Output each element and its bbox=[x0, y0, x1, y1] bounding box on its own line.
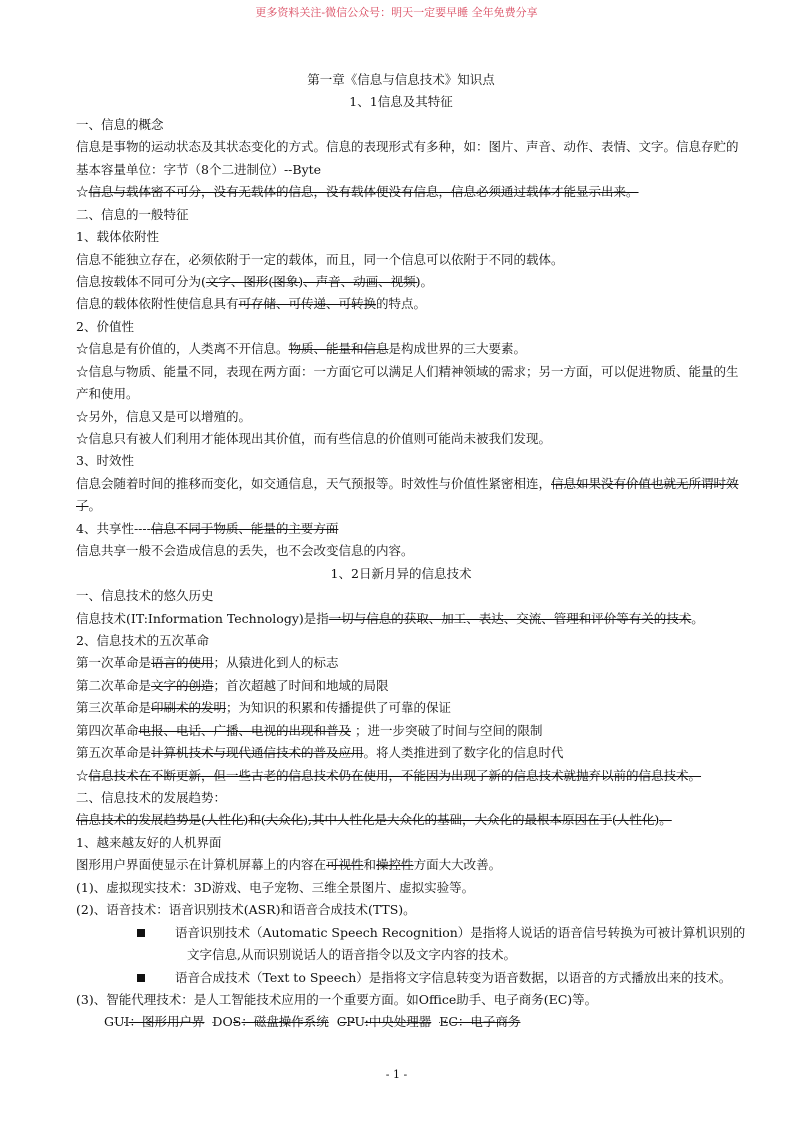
text-line bbox=[76, 114, 726, 136]
text-segment: 1、载体依附性 bbox=[76, 229, 159, 245]
text-segment bbox=[329, 1014, 337, 1029]
text-segment: 信息不能独立存在，必须依附于一定的载体，而且，同一个信息可以依附于不同的载体。 bbox=[76, 251, 564, 267]
text-segment: 产和使用。 bbox=[76, 386, 139, 402]
underlined-text: GUI：图形用户界 bbox=[104, 1014, 205, 1030]
text-segment: 语音合成技术（Text to Speech）是指将文字信息转变为语音数据，以语音的方式播放出来的技术。 bbox=[175, 969, 732, 985]
text-segment: 2、信息技术的五次革命 bbox=[76, 632, 209, 648]
underlined-text: 可存储、可传递、可转换 bbox=[238, 296, 377, 312]
text-segment: (2)、语音技术：语音识别技术(ASR)和语音合成技术(TTS)。 bbox=[76, 902, 416, 918]
text-segment: 信息共享一般不会造成信息的丢失，也不会改变信息的内容。 bbox=[76, 543, 414, 559]
text-segment: 方面大大改善。 bbox=[413, 857, 502, 873]
underlined-text: CPU:中央处理器 bbox=[336, 1014, 432, 1030]
text-segment: ；从猿进化到人的标志 bbox=[213, 655, 339, 671]
underlined-text: EC：电子商务 bbox=[439, 1014, 521, 1030]
text-line bbox=[76, 585, 726, 607]
text-line bbox=[76, 226, 726, 248]
underlined-text: 信息与载体密不可分，没有无载体的信息，没有载体便没有信息，信息必须通过载体才能显示出来。 bbox=[88, 184, 639, 200]
text-line bbox=[76, 742, 726, 764]
underlined-text: 信息如果没有价值也就无所谓时效 bbox=[551, 475, 739, 491]
text-segment: 语音识别技术（Automatic Speech Recognition）是指将人说话的语音信号转换为可被计算机识别的 bbox=[175, 924, 746, 940]
underlined-text: 了 bbox=[76, 498, 89, 514]
text-line bbox=[76, 316, 726, 338]
text-segment: 信息是事物的运动状态及其状态变化的方式。信息的表现形式有多种，如：图片、声音、动作、表情、文字。信息存贮的 bbox=[76, 139, 739, 155]
text-segment: ；为知识的积累和传播提供了可靠的保证 bbox=[226, 700, 452, 716]
text-line bbox=[76, 181, 726, 203]
text-segment: 3、时效性 bbox=[76, 453, 134, 469]
text-line bbox=[76, 652, 726, 674]
text-segment: 二、信息的一般特征 bbox=[76, 206, 189, 222]
text-line bbox=[76, 159, 726, 181]
text-segment: ；进一步突破了时间与空间的限制 bbox=[351, 722, 543, 738]
text-line bbox=[76, 608, 726, 630]
text-segment: 基本容量单位：字节（8个二进制位）--Byte bbox=[76, 161, 322, 177]
underlined-text: 印刷术的发明 bbox=[151, 700, 227, 716]
text-segment: 1、1信息及其特征 bbox=[349, 94, 453, 110]
text-line bbox=[76, 383, 726, 405]
text-line bbox=[76, 249, 726, 271]
text-segment: 第一次革命是 bbox=[76, 655, 152, 671]
text-segment: 4、共享性---- bbox=[76, 520, 151, 536]
text-line bbox=[76, 1011, 726, 1033]
text-segment: ☆信息是有价值的，人类离不开信息。 bbox=[76, 341, 289, 357]
text-line bbox=[76, 136, 739, 158]
underlined-text: 信息技术的发展趋势是(人性化)和(大众化),其中人性化是大众化的基础，大众化的最根本原因在于(人性化)。 bbox=[76, 812, 672, 828]
text-segment: 是构成世界的三大要素。 bbox=[388, 341, 527, 357]
text-segment: 信息按载体不同可分为( bbox=[76, 273, 206, 289]
text-segment: 第一章《信息与信息技术》知识点 bbox=[307, 72, 495, 87]
text-segment: 信息技术(IT:Information Technology)是指 bbox=[76, 610, 329, 626]
text-line bbox=[76, 518, 726, 540]
underlined-text: 一切与信息的获取、加工、表达、交流、管理和评价等有关的技术 bbox=[328, 610, 692, 626]
underlined-text: 物质、能量和信息 bbox=[288, 341, 389, 357]
text-line bbox=[76, 338, 726, 360]
underlined-text: 操控性 bbox=[376, 857, 414, 873]
section-heading bbox=[76, 69, 726, 91]
text-line bbox=[76, 787, 726, 809]
text-line bbox=[76, 765, 726, 787]
text-line bbox=[76, 854, 726, 876]
document-body bbox=[76, 69, 746, 1034]
text-line bbox=[76, 989, 726, 1011]
underlined-text: 信息不同于物质、能量的主要方面 bbox=[150, 520, 339, 536]
text-segment: 一、信息的概念 bbox=[76, 116, 164, 132]
text-segment: ☆ bbox=[76, 767, 89, 783]
text-line bbox=[76, 675, 726, 697]
text-line bbox=[76, 428, 726, 450]
text-segment: ☆信息只有被人们利用才能体现出其价值，而有些信息的价值则可能尚未被我们发现。 bbox=[76, 431, 552, 446]
text-line bbox=[76, 450, 726, 472]
text-line bbox=[76, 720, 726, 742]
underlined-text: 文字的创造 bbox=[151, 677, 214, 693]
text-segment: 第四次革命 bbox=[76, 722, 139, 738]
text-segment: ；首次超越了时间和地域的局限 bbox=[213, 677, 389, 693]
section-heading bbox=[76, 91, 726, 113]
text-segment: 1、2日新月异的信息技术 bbox=[330, 565, 472, 581]
text-line bbox=[76, 899, 726, 921]
text-segment: 。 bbox=[691, 610, 704, 626]
underlined-text: DOS：磁盘操作系统 bbox=[212, 1014, 329, 1030]
text-segment: ☆另外，信息又是可以增殖的。 bbox=[76, 408, 252, 424]
underlined-text: 计算机技术与现代通信技术的普及应用 bbox=[151, 745, 364, 761]
square-bullet-icon bbox=[137, 929, 145, 937]
underlined-text: 电报、电话、广播、电视的出现和普及 bbox=[138, 722, 352, 738]
underlined-text: 文字、图形(图象)、声音、动画、视频) bbox=[205, 273, 421, 289]
text-line bbox=[76, 832, 726, 854]
text-segment: 。 bbox=[88, 498, 102, 514]
text-line bbox=[76, 944, 726, 966]
text-line bbox=[76, 495, 726, 517]
text-line bbox=[76, 540, 726, 562]
bullet-item bbox=[76, 922, 746, 944]
text-segment: 二、信息技术的发展趋势： bbox=[76, 790, 227, 805]
text-line bbox=[76, 406, 726, 428]
text-segment: 1、越来越友好的人机界面 bbox=[76, 834, 222, 850]
text-segment: 图形用户界面使显示在计算机屏幕上的内容在 bbox=[76, 857, 327, 873]
underlined-text: 信息技术在不断更新，但一些古老的信息技术仍在使用，不能因为出现了新的信息技术就抛弃以前的信息技术。 bbox=[88, 767, 702, 783]
text-line bbox=[76, 293, 726, 315]
text-segment: 信息会随着时间的推移而变化，如交通信息，天气预报等。时效性与价值性紧密相连， bbox=[76, 475, 552, 491]
text-segment: 信息的载体依附性使信息具有 bbox=[76, 296, 239, 312]
text-line bbox=[76, 877, 726, 899]
text-segment: 第二次革命是 bbox=[76, 677, 152, 693]
text-line bbox=[76, 271, 726, 293]
text-segment: (3)、智能代理技术：是人工智能技术应用的一个重要方面。如Office助手、电子商务(EC)等。 bbox=[76, 991, 598, 1007]
text-segment: 第三次革命是 bbox=[76, 700, 152, 716]
text-line bbox=[76, 630, 726, 652]
section-heading bbox=[76, 563, 726, 585]
promo-header: 更多资料关注-微信公众号：明天一定要早睡 全年免费分享 bbox=[255, 6, 538, 19]
text-line bbox=[76, 697, 726, 719]
text-segment: 和 bbox=[363, 857, 377, 873]
square-bullet-icon bbox=[137, 974, 145, 982]
text-segment: ☆ bbox=[76, 184, 89, 200]
text-line bbox=[76, 204, 726, 226]
bullet-item bbox=[76, 967, 732, 989]
text-line bbox=[76, 361, 739, 383]
text-segment: 一、信息技术的悠久历史 bbox=[76, 588, 214, 604]
text-segment: 的特点。 bbox=[376, 296, 427, 312]
text-segment: 文字信息,从而识别说话人的语音指令以及文字内容的技术。 bbox=[187, 947, 516, 963]
text-segment: 。将人类推进到了数字化的信息时代 bbox=[363, 745, 564, 761]
text-line bbox=[76, 809, 726, 831]
text-segment: (1)、虚拟现实技术：3D游戏、电子宠物、三维全景图片、虚拟实验等。 bbox=[76, 879, 475, 895]
underlined-text: 可视性 bbox=[326, 857, 364, 873]
text-segment: 2、价值性 bbox=[76, 318, 134, 334]
text-segment: 。 bbox=[420, 273, 434, 289]
page-number: - 1 - bbox=[385, 1068, 408, 1081]
underlined-text: 语言的使用 bbox=[151, 655, 214, 671]
text-segment: ☆信息与物质、能量不同，表现在两方面：一方面它可以满足人们精神领域的需求；另一方面，可以促进物质、能量的生 bbox=[76, 363, 739, 379]
text-segment: 第五次革命是 bbox=[76, 745, 152, 761]
text-line bbox=[76, 473, 739, 495]
